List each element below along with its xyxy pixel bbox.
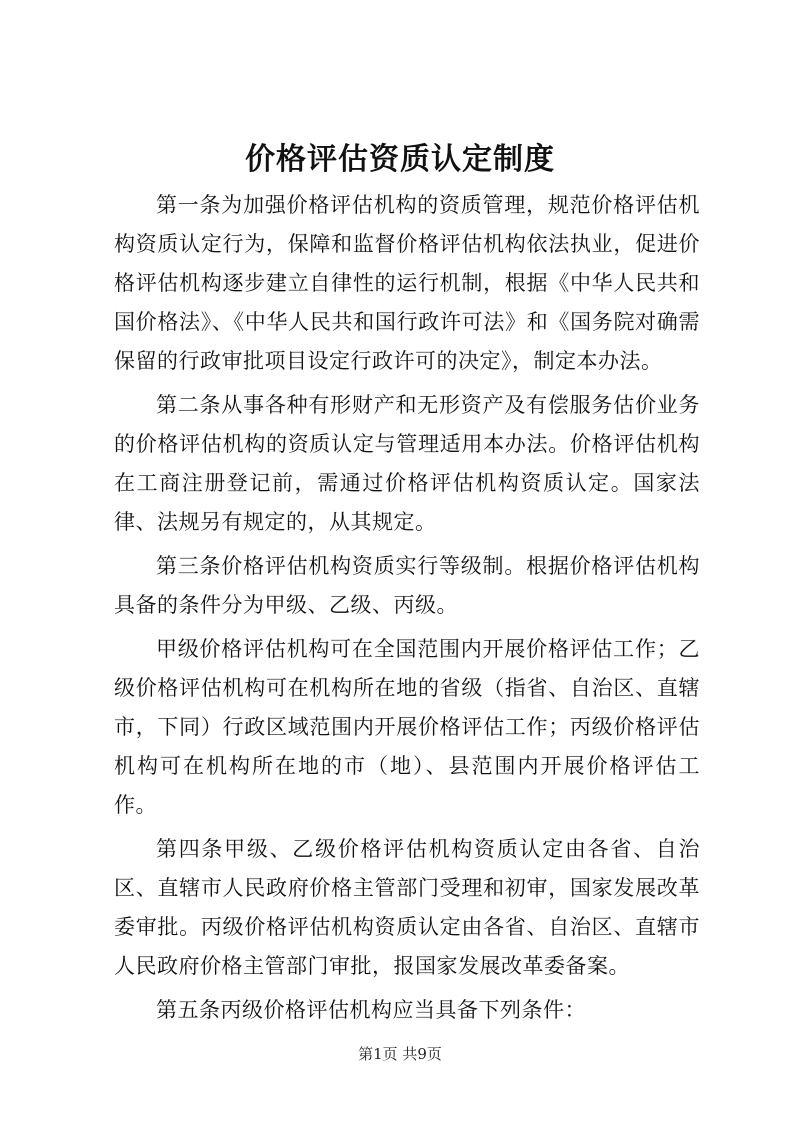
document-body: [114, 186, 700, 1035]
paragraph-article-3: 第三条价格评估机构资质实行等级制。根据价格评估机构具备的条件分为甲级、乙级、丙级。: [114, 554, 700, 617]
paragraph-article-1: 第一条为加强价格评估机构的资质管理，规范价格评估机构资质认定行为，保障和监督价格评估机构依法执业，促进价格评估机构逐步建立自律性的运行机制，根据《中华人民共和国价格法》、《中华人民共和国行政许可法》和《国务院对确需保留的行政审批项目设定行政许可的决定》，制定本办法。: [114, 193, 700, 373]
document-title: 价格评估资质认定制度: [245, 142, 555, 177]
paragraph-article-2: 第二条从事各种有形财产和无形资产及有偿服务估价业务的价格评估机构的资质认定与管理适用本办法。价格评估机构在工商注册登记前，需通过价格评估机构资质认定。国家法律、法规另有规定的，从其规定。: [114, 393, 700, 534]
paragraph-article-4: 第四条甲级、乙级价格评估机构资质认定由各省、自治区、直辖市人民政府价格主管部门受理和初审，国家发展改革委审批。丙级价格评估机构资质认定由各省、自治区、直辖市人民政府价格主管部门审批，报国家发展改革委备案。: [114, 837, 700, 978]
paragraph-article-5: 第五条丙级价格评估机构应当具备下列条件：: [156, 998, 586, 1022]
page-footer: 第1页 共9页: [358, 1045, 442, 1063]
paragraph-grade-scope: 甲级价格评估机构可在全国范围内开展价格评估工作；乙级价格评估机构可在机构所在地的省级（指省、自治区、直辖市，下同）行政区域范围内开展价格评估工作；丙级价格评估机构可在机构所在地的市（地）、县范围内开展价格评估工作。: [114, 637, 700, 817]
